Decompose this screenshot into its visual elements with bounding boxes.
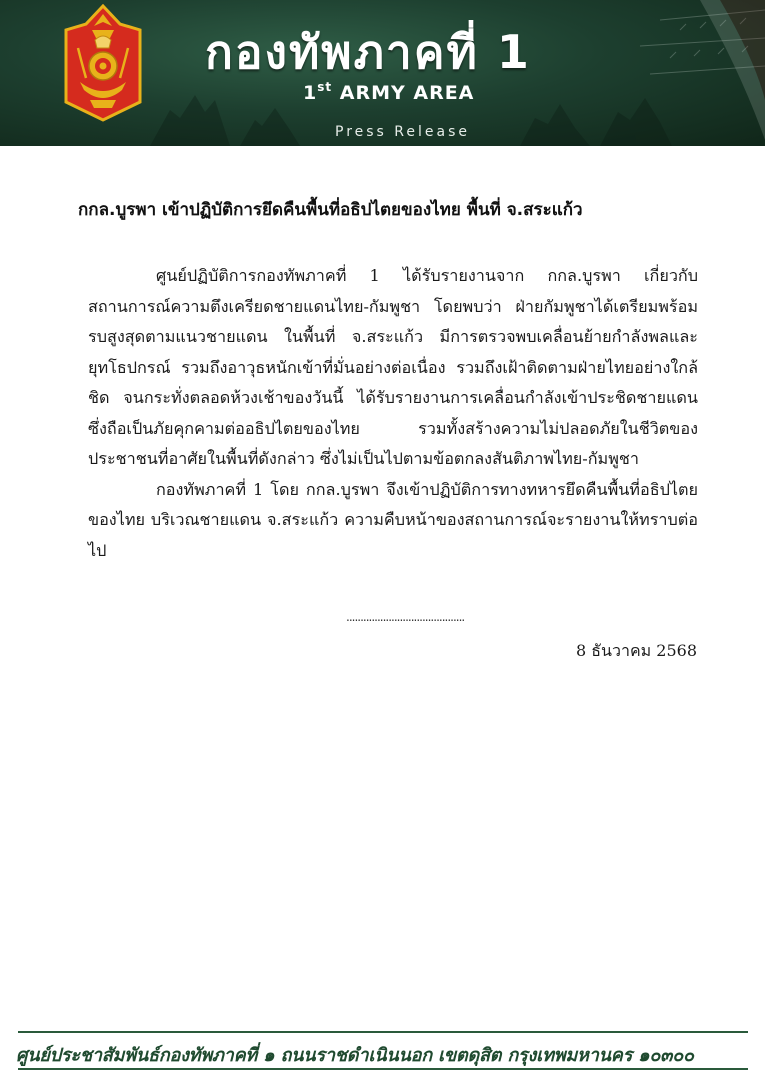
banner-title-english-rest: ARMY AREA: [339, 82, 475, 104]
body-paragraph-1: ศูนย์ปฏิบัติการกองทัพภาคที่ 1 ได้รับรายงานจาก กกล.บูรพา เกี่ยวกับสถานการณ์ความตึงเครียดชายแดนไทย-กัมพูชา โดยพบว่า ฝ่ายกัมพูชาได้เตรียมพร้อมรบสูงสุดตามแนวชายแดน ในพื้นที่ จ.สระแก้ว มีการตรวจพบเคลื่อนย้ายกำลังพลและยุทโธปกรณ์ รวมถึงอาวุธหนักเข้าที่มั่นอย่างต่อเนื่อง รวมถึงเฝ้าติดตามฝ่ายไทยอย่างใกล้ชิด จนกระทั่งตลอดห้วงเช้าของวันนี้ ได้รับรายงานการเคลื่อนกำลังเข้าประชิดชายแดน ซึ่งถือเป็นภัยคุกคามต่ออธิปไตยของไทย รวมทั้งสร้างความไม่ปลอดภัยในชีวิตของประชาชนที่อาศัยในพื้นที่ดังกล่าว ซึ่งไม่เป็นไปตามข้อตกลงสันติภาพไทย-กัมพูชา: [88, 266, 698, 468]
separator-dots: ..........................................: [346, 610, 465, 624]
footer-divider-top: [18, 1031, 748, 1033]
banner-subtitle: Press Release: [335, 124, 470, 140]
banner-title-thai: กองทัพภาคที่ 1: [205, 25, 531, 79]
footer-address: ศูนย์ประชาสัมพันธ์กองทัพภาคที่ ๑ ถนนราชดำเนินนอก เขตดุสิต กรุงเทพมหานคร ๑๐๓๐๐: [16, 1045, 694, 1066]
press-release-body: [88, 261, 698, 566]
release-date: 8 ธันวาคม 2568: [576, 641, 697, 660]
footer-divider-bottom: [18, 1068, 748, 1070]
headline: กกล.บูรพา เข้าปฏิบัติการยึดคืนพื้นที่อธิปไตยของไทย พื้นที่ จ.สระแก้ว: [78, 200, 583, 220]
banner-title-english-suffix: st: [317, 80, 333, 94]
army-emblem-icon: [62, 4, 144, 122]
banner-title-english-number: 1: [303, 82, 318, 104]
banner-title-english: [303, 80, 474, 104]
press-release-banner: [0, 0, 765, 146]
body-paragraph-2: กองทัพภาคที่ 1 โดย กกล.บูรพา จึงเข้าปฏิบัติการทางทหารยึดคืนพื้นที่อธิปไตยของไทย บริเวณชายแดน จ.สระแก้ว ความคืบหน้าของสถานการณ์จะรายงานให้ทราบต่อไป: [88, 479, 698, 560]
